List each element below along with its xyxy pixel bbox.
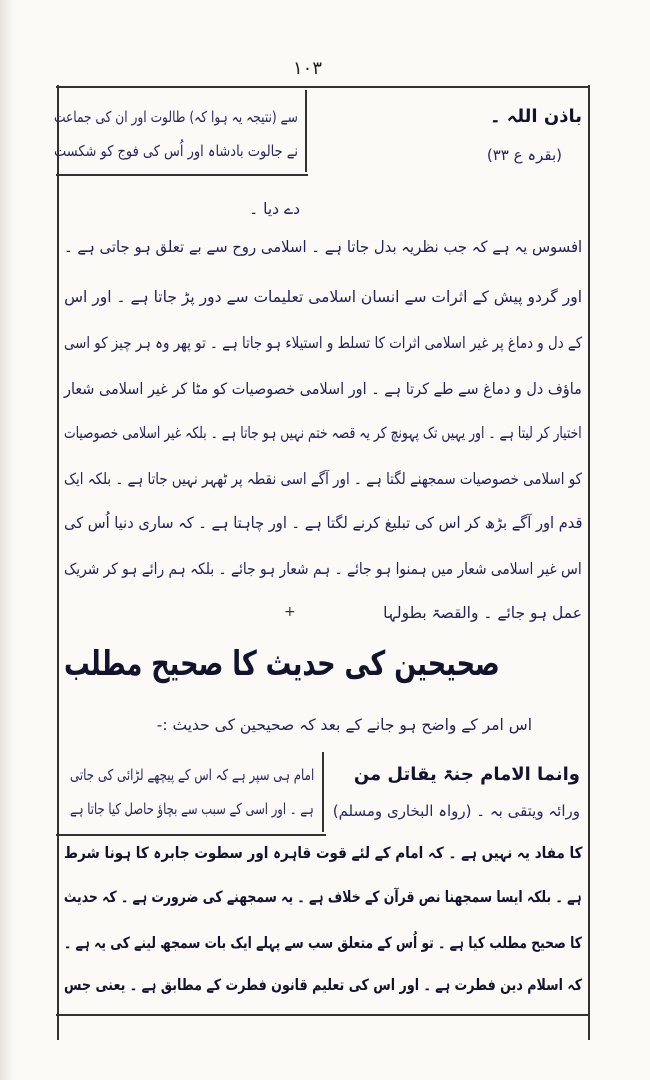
para2-line-4: کہ اسلام دین فطرت ہے ۔ اور اس کی تعلیم قانون فطرت کے مطابق ہے ۔ یعنی جس — [63, 976, 582, 994]
para1-line-3: کے دل و دماغ پر غیر اسلامی اثرات کا تسلط و استیلاء ہو جاتا ہے ۔ تو پھر وہ ہر چیز کو اسی — [63, 334, 582, 352]
para2-line-2: ہے ۔ بلکہ ایسا سمجھنا نص قرآن کے خلاف ہے ۔ یہ سمجھنے کی ضرورت ہے ۔ کہ حدیث — [64, 888, 582, 906]
frame-bottom-rule — [56, 1014, 590, 1016]
top-box-left-line-2: نے جالوت بادشاہ اور اُس کی فوج کو شکست — [54, 142, 298, 160]
top-box-left-line-1: سے (نتیجہ یہ ہوا کہ) طالوت اور ان کی جماعت — [54, 108, 298, 126]
frame-left-rule — [57, 85, 59, 1040]
para1-line-5: اختیار کر لیتا ہے ۔ اور یہیں تک پہونچ کر یہ قصہ ختم نہیں ہو جاتا ہے ۔ بلکہ غیر اسلامی خصوصیات — [64, 424, 582, 442]
hadith-arabic-line-1: وانما الامام جنۃ یقاتل من — [353, 764, 580, 785]
top-box-bottom-rule — [56, 174, 308, 176]
frame-top-rule — [56, 86, 590, 88]
hadith-translation-line-2: ہے ۔ اور اسی کے سبب سے بچاؤ حاصل کیا جاتا ہے — [70, 800, 314, 818]
intro-line: اس امر کے واضح ہو جانے کے بعد کہ صحیحین کی حدیث :- — [156, 716, 532, 734]
top-box-divider — [305, 90, 307, 172]
section-heading: صحیحین کی حدیث کا صحیح مطلب — [64, 644, 500, 684]
para1-line-8: اس غیر اسلامی شعار میں ہمنوا ہو جائے ۔ ہم شعار ہو جائے ۔ بلکہ ہم رائے ہو کر شریک — [64, 560, 582, 578]
top-box-right-line-1: باذن اللہ ۔ — [489, 106, 582, 127]
para1-line-2: اور گردو پیش کے اثرات سے انسان اسلامی تعلیمات سے دور پڑ جاتا ہے ۔ اور اس — [64, 288, 582, 306]
page-number: ۱۰۳ — [293, 58, 323, 79]
para1-line-1: افسوس یہ ہے کہ جب نظریہ بدل جاتا ہے ۔ اسلامی روح سے بے تعلق ہو جاتی ہے ۔ — [63, 238, 582, 256]
hadith-box-bottom-rule — [56, 834, 326, 836]
hadith-arabic-line-2: ورائہ ویتقی بہ ۔ (رواہ البخاری ومسلم) — [332, 802, 580, 820]
frame-right-rule — [588, 85, 590, 1040]
para2-line-3: کا صحیح مطلب کیا ہے ۔ تو اُس کے متعلق سب سے پہلے ایک بات سمجھ لینے کی یہ ہے ۔ — [64, 934, 582, 952]
hadith-translation-line-1: امام ہی سپر ہے کہ اس کے پیچھے لڑائی کی جاتی — [69, 766, 314, 784]
para1-line-7: قدم اور آگے بڑھ کر اس کی تبلیغ کرنے لگتا ہے ۔ اور چاہتا ہے ۔ کہ ساری دنیا اُس کی — [63, 514, 582, 532]
para1-line-6: کو اسلامی خصوصیات سمجھنے لگتا ہے ۔ اور آگے اسی نقطہ پر ٹھہر نہیں جاتا ہے ۔ بلکہ ایک — [63, 470, 582, 488]
hadith-box-divider — [322, 752, 324, 832]
para1-line-4: ماؤف دل و دماغ سے طے کرتا ہے ۔ اور اسلامی خصوصیات کو مٹا کر غیر اسلامی شعار — [64, 380, 582, 398]
top-box-right-line-2: (بقرہ ع ۳۳) — [486, 146, 562, 164]
para1-line-9: عمل ہو جائے ۔ والقصۃ بطولہا — [383, 604, 582, 622]
para2-line-1: کا مفاد یہ نہیں ہے ۔ کہ امام کے لئے قوت قاہرہ اور سطوت جابرہ کا ہونا شرط — [63, 844, 582, 862]
continuation-line: دے دیا ۔ — [249, 200, 300, 218]
para1-end-mark: + — [284, 604, 296, 620]
page-spine-shadow — [0, 0, 14, 1080]
